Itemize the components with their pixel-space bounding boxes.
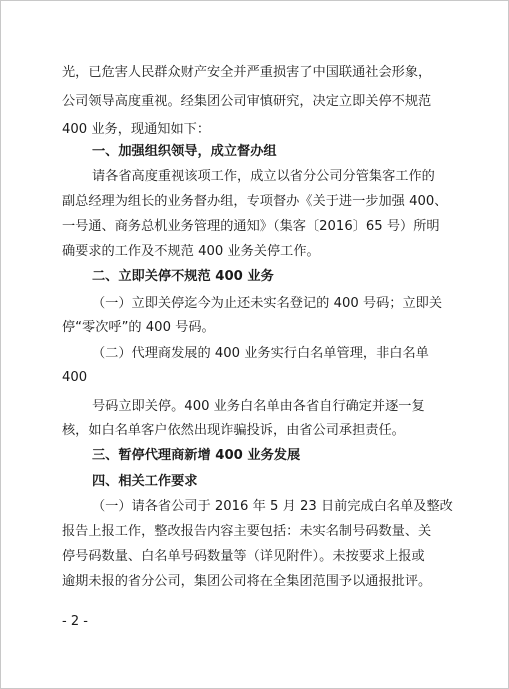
body-text-line: 停“零次呼”的 400 号码。 [62, 320, 215, 335]
body-text-line: 光，已危害人民群众财产安全并严重损害了中国联通社会形象， [62, 65, 432, 80]
body-text-line: 一号通、商务总机业务管理的通知》（集客〔2016〕65 号）所明 [62, 219, 440, 234]
section-heading: 四、相关工作要求 [92, 474, 198, 489]
body-text-line: 停号码数量、白名单号码数量等（详见附件）。未按要求上报或 [62, 549, 425, 564]
body-text-line: （一）请各省公司于 2016 年 5 月 23 日前完成白名单及整改 [92, 499, 453, 514]
body-text-line: （二）代理商发展的 400 业务实行白名单管理，非白名单 [92, 346, 429, 361]
body-text-line: 副总经理为组长的业务督办组，专项督办《关于进一步加强 400、 [62, 194, 448, 209]
body-text-line: 请各省高度重视该项工作，成立以省分公司分管集客工作的 [92, 169, 435, 184]
section-heading: 一、加强组织领导，成立督办组 [92, 144, 277, 159]
body-text-line: 400 [62, 370, 88, 385]
page-number: - 2 - [62, 614, 88, 629]
body-text-line: 号码立即关停。400 业务白名单由各省自行确定并逐一复 [92, 399, 425, 414]
section-heading: 二、立即关停不规范 400 业务 [92, 269, 274, 284]
body-text-line: 报告上报工作，整改报告内容主要包括：未实名制号码数量、关 [62, 524, 432, 539]
body-text-line: 公司领导高度重视。经集团公司审慎研究，决定立即关停不规范 [62, 94, 432, 109]
body-text-line: 逾期未报的省分公司，集团公司将在全集团范围予以通报批评。 [62, 574, 432, 589]
body-text-line: 核，如白名单客户依然出现诈骗投诉，由省公司承担责任。 [62, 423, 405, 438]
body-text-line: 确要求的工作及不规范 400 业务关停工作。 [62, 244, 320, 259]
body-text-line: 400 业务，现通知如下： [62, 122, 211, 137]
body-text-line: （一）立即关停迄今为止还未实名登记的 400 号码；立即关 [92, 296, 443, 311]
section-heading: 三、暂停代理商新增 400 业务发展 [92, 448, 301, 463]
